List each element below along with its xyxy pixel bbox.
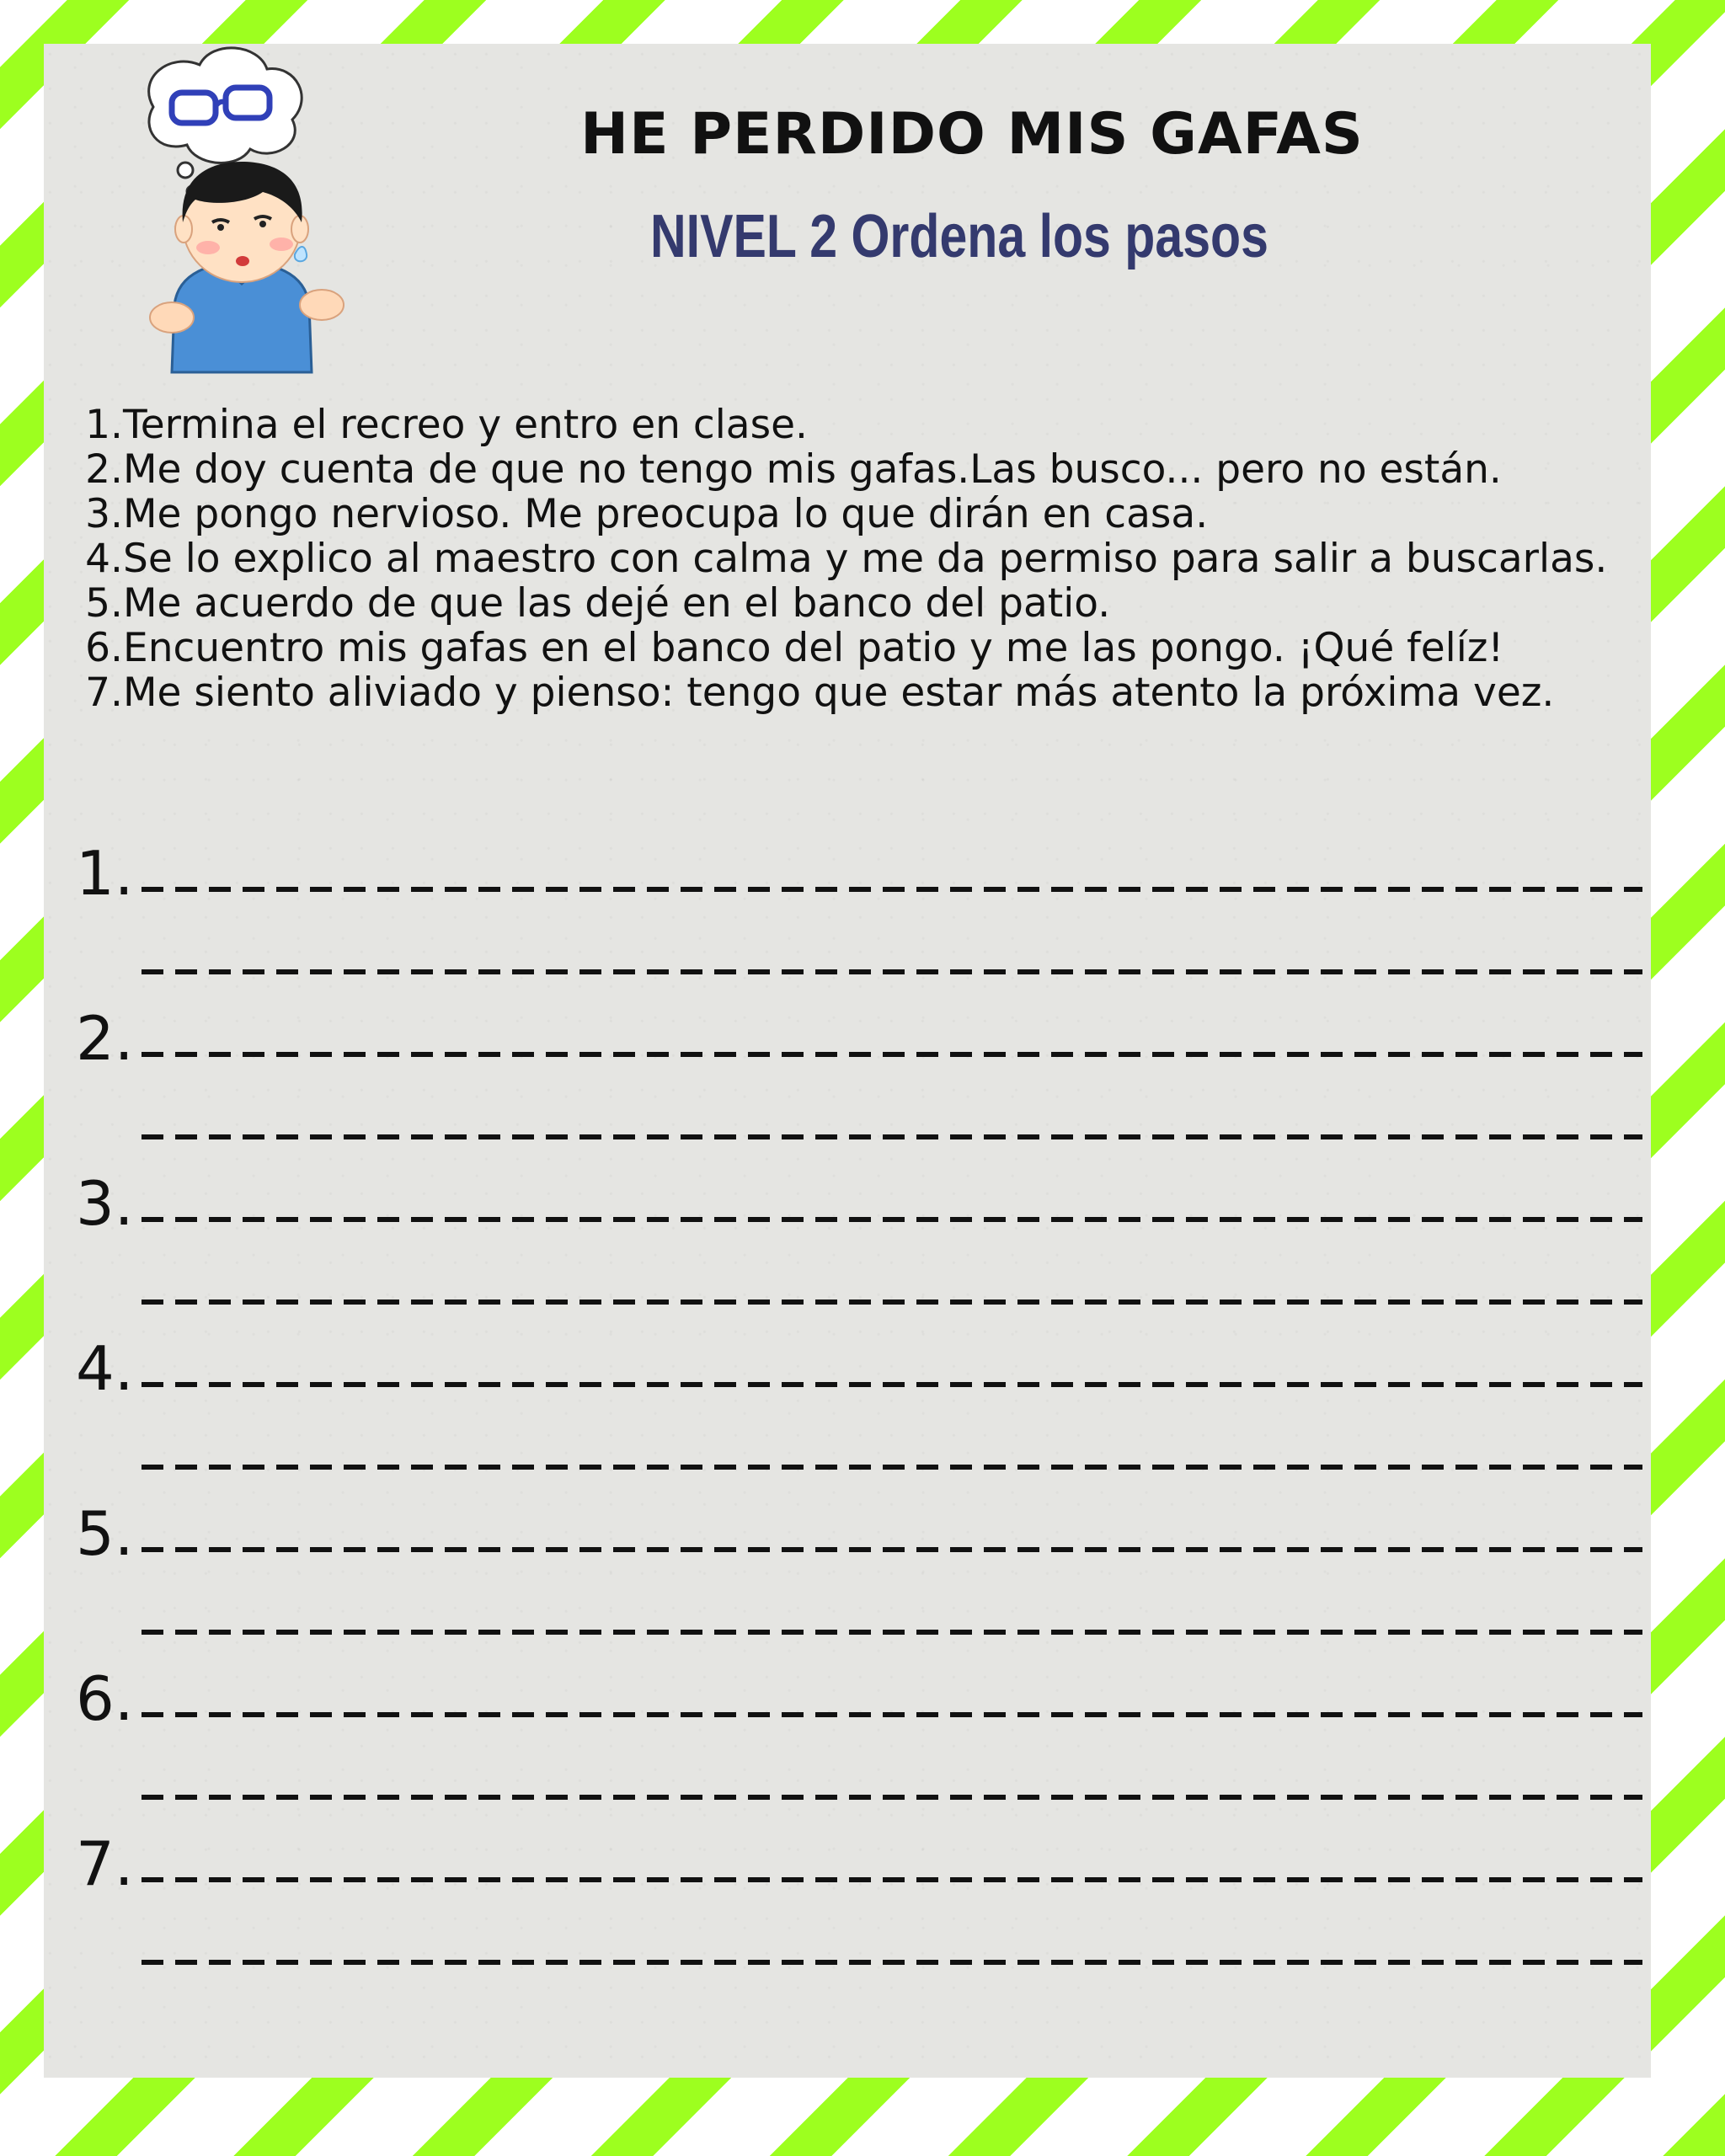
page-title: HE PERDIDO MIS GAFAS [580, 101, 1364, 168]
answer-item [76, 1663, 1642, 1828]
answer-line[interactable] [142, 887, 1642, 892]
page-subtitle: NIVEL 2 Ordena los pasos [650, 203, 1268, 270]
answer-number: 3. [76, 1168, 134, 1239]
list-item [76, 447, 1642, 492]
answer-line[interactable] [142, 1052, 1642, 1057]
answer-line[interactable] [142, 1382, 1642, 1387]
step-text: Termina el recreo y entro en clase. [123, 402, 808, 448]
step-number: 2. [85, 446, 123, 493]
answer-item [76, 1828, 1642, 1993]
list-item [76, 492, 1642, 536]
list-item [76, 581, 1642, 626]
list-item [76, 626, 1642, 670]
list-item [76, 536, 1642, 581]
answer-number: 6. [76, 1663, 134, 1734]
step-number: 4. [85, 536, 123, 582]
step-text: Me pongo nervioso. Me preocupa lo que dirán en casa. [123, 491, 1209, 537]
answer-line[interactable] [142, 1960, 1642, 1965]
steps-list [76, 403, 1642, 715]
answer-line[interactable] [142, 1877, 1642, 1882]
answer-number: 4. [76, 1333, 134, 1404]
answer-line[interactable] [142, 1465, 1642, 1470]
step-number: 5. [85, 580, 123, 627]
answer-item [76, 1333, 1642, 1498]
answer-item [76, 1498, 1642, 1663]
answer-number: 2. [76, 1003, 134, 1074]
step-text: Me siento aliviado y pienso: tengo que estar más atento la próxima vez. [123, 670, 1555, 716]
list-item [76, 403, 1642, 447]
list-item [76, 670, 1642, 715]
answer-line[interactable] [142, 969, 1642, 974]
answer-line[interactable] [142, 1299, 1642, 1305]
answer-number: 1. [76, 838, 134, 909]
step-text: Me doy cuenta de que no tengo mis gafas.Las busco... pero no están. [123, 446, 1502, 493]
step-text: Se lo explico al maestro con calma y me da permiso para salir a buscarlas. [123, 536, 1608, 582]
answer-line[interactable] [142, 1712, 1642, 1717]
answer-line[interactable] [142, 1630, 1642, 1635]
answer-line[interactable] [142, 1795, 1642, 1800]
answer-number: 5. [76, 1498, 134, 1569]
answer-item [76, 1003, 1642, 1168]
answer-item [76, 1168, 1642, 1333]
answer-item [76, 838, 1642, 1003]
answer-lines [76, 838, 1642, 1993]
answer-line[interactable] [142, 1134, 1642, 1139]
answer-line[interactable] [142, 1217, 1642, 1222]
step-text: Me acuerdo de que las dejé en el banco del patio. [123, 580, 1111, 627]
step-number: 7. [85, 670, 123, 716]
step-number: 6. [85, 625, 123, 671]
answer-number: 7. [76, 1828, 134, 1899]
step-text: Encuentro mis gafas en el banco del patio y me las pongo. ¡Qué felíz! [123, 625, 1504, 671]
answer-line[interactable] [142, 1547, 1642, 1552]
step-number: 1. [85, 402, 123, 448]
step-number: 3. [85, 491, 123, 537]
